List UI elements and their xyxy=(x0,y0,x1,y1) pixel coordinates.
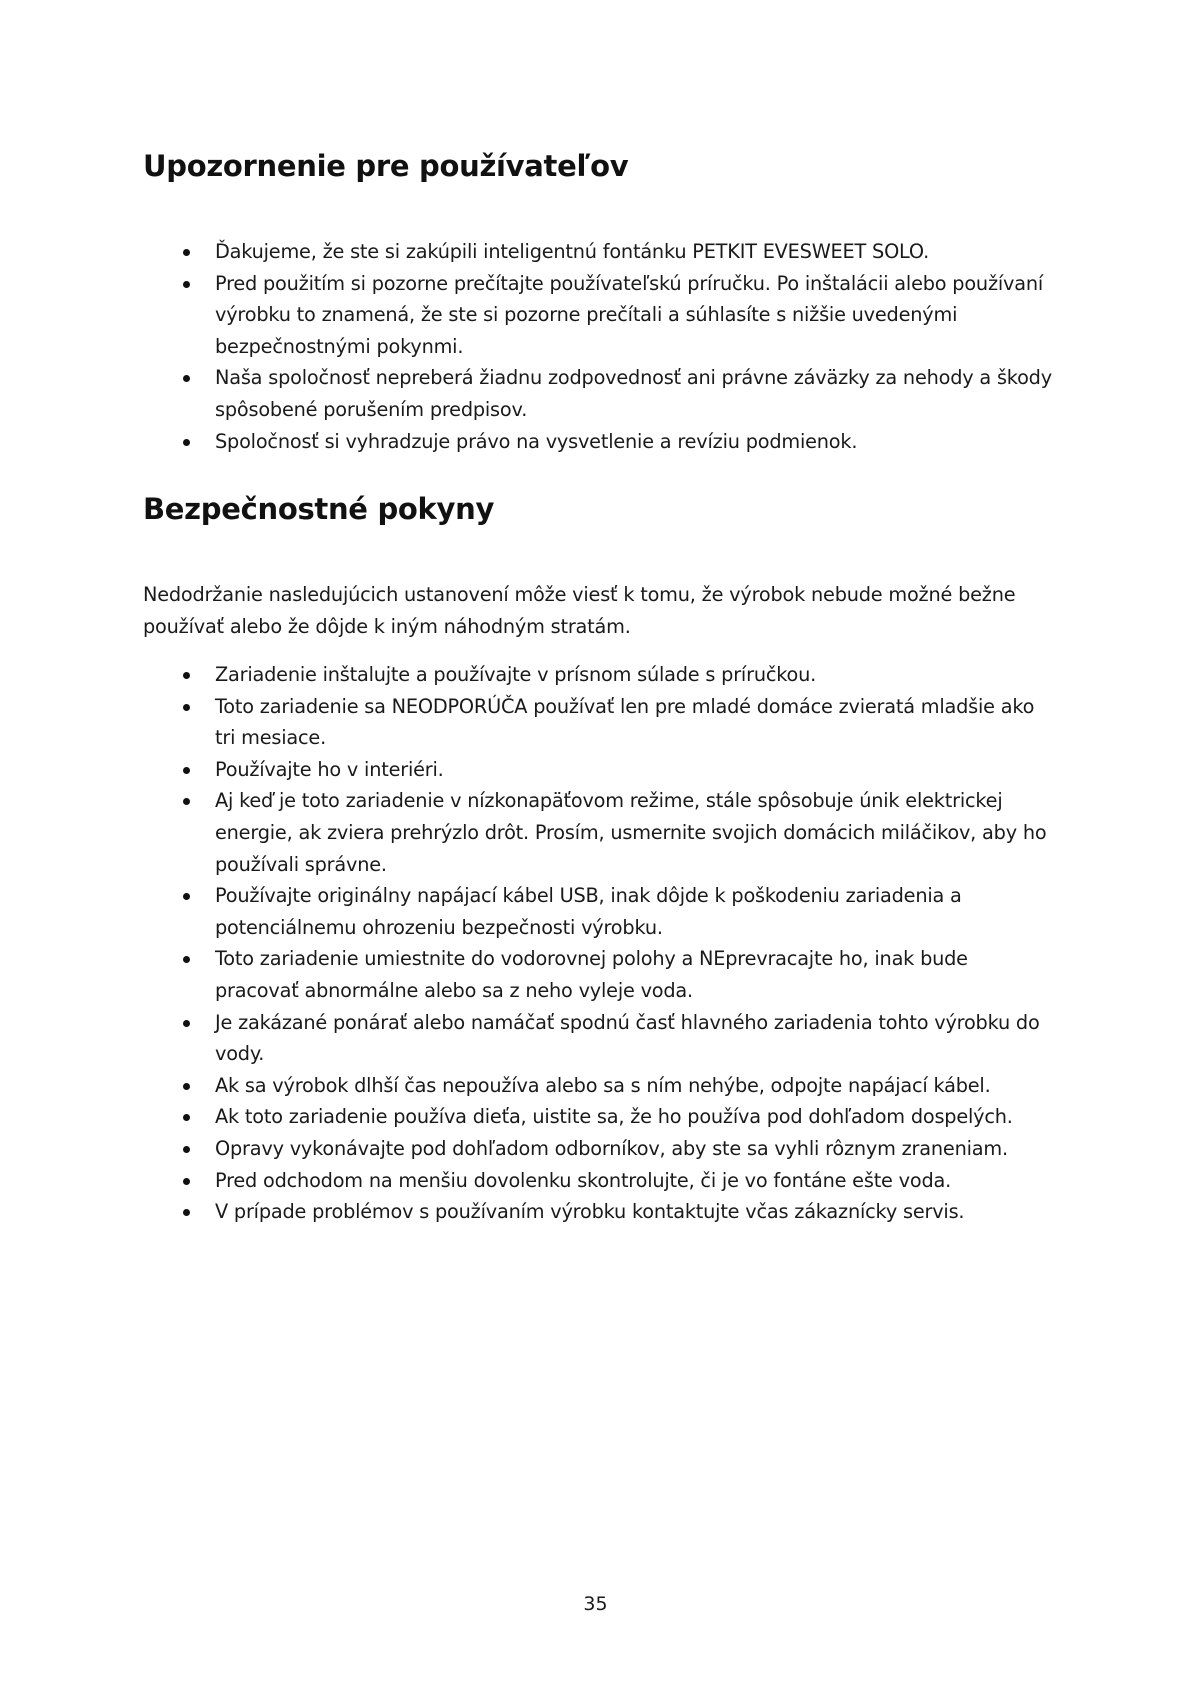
list-item xyxy=(0,426,1055,458)
bullet-icon xyxy=(183,956,190,963)
section-heading-safety: Bezpečnostné pokyny xyxy=(143,492,495,526)
list-item xyxy=(0,659,1055,691)
bullet-icon xyxy=(183,375,190,382)
list-item-text: Ak sa výrobok dlhší čas nepoužíva alebo sa s ním nehýbe, odpojte napájací kábel. xyxy=(215,1073,991,1097)
list-item xyxy=(0,236,1055,268)
list-item-text: Opravy vykonávajte pod dohľadom odborníkov, aby ste sa vyhli rôznym zraneniam. xyxy=(215,1136,1008,1160)
bullet-icon xyxy=(183,1114,190,1121)
bullet-icon xyxy=(183,1146,190,1153)
list-item xyxy=(0,943,1055,1006)
list-item xyxy=(0,785,1055,880)
list-item-text: Aj keď je toto zariadenie v nízkonapäťovom režime, stále spôsobuje únik elektrickej energie, ak zviera prehrýzlo drôt. Prosím, usmernite svojich domácich miláčikov, aby ho používali správne. xyxy=(215,789,1047,876)
safety-instructions-list xyxy=(0,659,1191,1228)
bullet-icon xyxy=(183,1020,190,1027)
bullet-icon xyxy=(183,704,190,711)
bullet-icon xyxy=(183,1083,190,1090)
bullet-icon xyxy=(183,249,190,256)
user-notice-list xyxy=(0,236,1191,457)
list-item xyxy=(0,1007,1055,1070)
list-item-text: Používajte ho v interiéri. xyxy=(215,757,444,781)
bullet-icon xyxy=(183,1178,190,1185)
list-item-text: Používajte originálny napájací kábel USB, inak dôjde k poškodeniu zariadenia a potenciálnemu ohrozeniu bezpečnosti výrobku. xyxy=(215,884,962,939)
list-item xyxy=(0,268,1055,363)
list-item-text: V prípade problémov s používaním výrobku kontaktujte včas zákaznícky servis. xyxy=(215,1200,965,1224)
bullet-icon xyxy=(183,439,190,446)
list-item xyxy=(0,1196,1055,1228)
list-item xyxy=(0,691,1055,754)
list-item xyxy=(0,362,1055,425)
page-number: 35 xyxy=(583,1593,608,1615)
list-item-text: Ďakujeme, že ste si zakúpili inteligentnú fontánku PETKIT EVESWEET SOLO. xyxy=(215,240,930,263)
bullet-icon xyxy=(183,798,190,805)
list-item-text: Pred odchodom na menšiu dovolenku skontrolujte, či je vo fontáne ešte voda. xyxy=(215,1168,952,1192)
list-item-text: Spoločnosť si vyhradzuje právo na vysvetlenie a revíziu podmienok. xyxy=(215,429,858,453)
list-item-text: Toto zariadenie sa NEODPORÚČA používať len pre mladé domáce zvieratá mladšie ako tri mesiace. xyxy=(215,694,1035,750)
bullet-icon xyxy=(183,893,190,900)
list-item-text: Ak toto zariadenie používa dieťa, uistite sa, že ho používa pod dohľadom dospelých. xyxy=(215,1105,1013,1129)
list-item xyxy=(0,1070,1055,1102)
list-item-text: Je zakázané ponárať alebo namáčať spodnú časť hlavného zariadenia tohto výrobku do vody. xyxy=(215,1010,1040,1066)
list-item xyxy=(0,1133,1055,1165)
safety-intro-paragraph: Nedodržanie nasledujúcich ustanovení môže viesť k tomu, že výrobok nebude možné bežne používať alebo že dôjde k iným náhodným stratám. xyxy=(143,583,1016,638)
section-heading-user-notice: Upozornenie pre používateľov xyxy=(143,149,629,183)
list-item xyxy=(0,754,1055,786)
bullet-icon xyxy=(183,281,190,288)
bullet-icon xyxy=(183,767,190,774)
list-item xyxy=(0,1101,1055,1133)
list-item-text: Pred použitím si pozorne prečítajte používateľskú príručku. Po inštalácii alebo používaní výrobku to znamená, že ste si pozorne prečítali a súhlasíte s nižšie uvedenými bezpečnostnými pokynmi. xyxy=(215,271,1044,358)
bullet-icon xyxy=(183,1209,190,1216)
list-item-text: Zariadenie inštalujte a používajte v prísnom súlade s príručkou. xyxy=(215,663,817,686)
list-item-text: Toto zariadenie umiestnite do vodorovnej polohy a NEprevracajte ho, inak bude pracovať abnormálne alebo sa z neho vyleje voda. xyxy=(215,947,968,1002)
list-item xyxy=(0,1165,1055,1197)
list-item xyxy=(0,880,1055,943)
list-item-text: Naša spoločnosť nepreberá žiadnu zodpovednosť ani právne záväzky za nehody a škody spôsobené porušením predpisov. xyxy=(215,366,1052,421)
bullet-icon xyxy=(183,672,190,679)
